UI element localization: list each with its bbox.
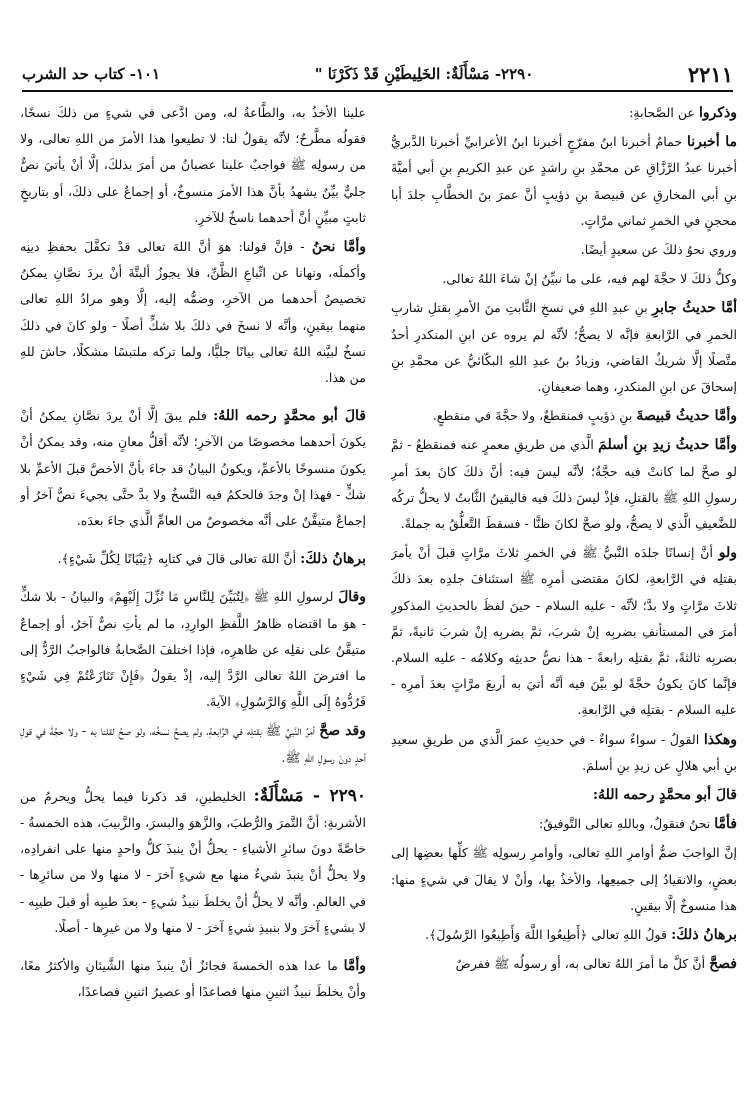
running-title: ٢٢٩٠- مَسْأَلَةٌ: الخَلِيطَيْنِ قَدْ ذَكَرْنَا ": [314, 65, 534, 83]
paragraph: وقد صحَّ أمرُ النَّبيِّ ﷺ بقتلِه في الرَّابعةِ، ولم يصحَّ نسخُه، ولو صحَّ لقلنا به - ولا حجَّةَ في قولِ أحدٍ دونَ رسولِ اللهِ ﷺ.: [20, 723, 366, 765]
paragraph: وذكروا عن الصَّحابةِ:: [629, 105, 737, 121]
paragraph: وأمَّا ما عدا هذه الخمسةَ فجائزٌ أنْ ينبذَ منها الشَّيئانِ والأكثرُ معًا، وأنْ يخلطَ نبيذُ اثنينِ منها فصاعدًا أو عصيرُ اثنينِ فصاعدًا،: [20, 958, 366, 1000]
right-column: [391, 100, 737, 1084]
paragraph: قالَ أبو محمَّدٍ رحمه اللهُ: فلم يبقَ إلَّا أنْ يردَ نصَّانِ يمكنُ أنْ يكونَ أحدهما مخصوصًا من الآخرِ؛ لأنَّه أقلُّ معانٍ منه، وقد يمكنُ أنْ يكونَ منسوخًا بالأعمِّ، ويكونُ البيانُ قد جاءَ بأنَّ الأخصَّ قبلَ الأعمِّ بلا شكٍّ - فهذا إنْ وجدَ فالحكمُ فيه النَّسخُ ولا بدَّ حتَّى يجيءَ نصٌّ آخرُ أو إجماعٌ متيقَّنٌ على أنَّه مخصوصٌ من العامِّ الَّذي جاءَ بعدَه.: [20, 408, 366, 529]
paragraph: ما أخبرنا حمامٌ أخبرنا ابنُ مفرّجٍ أخبرنا ابنُ الأعرابيِّ أخبرنا الدَّبريُّ أخبرنا عبدُ الرَّزَّاقِ عن محمَّدِ بنِ راشدٍ عن عبدِ الكريمِ بنِ أبي أميَّةَ بنِ أبي المخارقِ عن قبيصةَ بنِ ذؤيبٍ أنَّ عمرَ بنَ الخطَّابِ جلدَ أبا محجنٍ في الخمرِ ثماني مرَّاتٍ.: [391, 134, 737, 228]
paragraph: وأمَّا حديثُ زيدِ بنِ أسلمَ الَّذي من طريقِ معمرٍ عنه فمنقطعٌ - ثمَّ لو صحَّ لما كانتْ فيه حجَّةٌ؛ لأنَّه ليسَ فيه: أنَّ ذلكَ كانَ بعدَ أمرِ رسولِ اللهِ ﷺ بالقتلِ، فإذْ ليسَ ذلكَ فيه فاليقينُ الثَّابتُ لا يحلُّ تركُه للضَّعيفِ الَّذي لا يصحُّ، ولو صحَّ لكانَ ظنًّا - فسقطَ التَّعلُّقُ به جملةً.: [391, 437, 737, 532]
paragraph: إنَّ الواجبَ ضمُّ أوامرِ اللهِ تعالى، وأوامرِ رسولِه ﷺ كلِّها بعضِها إلى بعضٍ، والانقيادُ إلى جميعِها، والأخذُ بها، وأنْ لا يقالَ في شيءٍ منها: هذا منسوخٌ إلَّا بيقينٍ.: [391, 845, 737, 913]
section-heading: ٢٢٩٠ - مَسْأَلَةٌ:: [253, 785, 366, 806]
paragraph: ولو أنَّ إنسانًا جلدَه النَّبيُّ ﷺ في الخمرِ ثلاثَ مرَّاتٍ قبلَ أنْ يأمرَ بقتلِه في الرَّابعةِ، لكانَ مقتضى أمرِه ﷺ استئنافَ جلدِه بعدَ ذلكَ ثلاثَ مرَّاتٍ ولا بدَّ؛ لأنَّه - عليه السلام - حينَ لفظَ بالحديثِ المذكورِ أمرَ في المستأنفِ بضربِه إنْ شربَ، ثمَّ بضربِه إنْ شربَ ثانيةً، ثمَّ بضربِه ثالثةً، ثمَّ بقتلِه رابعةً - هذا نصُّ حديثِه وكلامُه - عليه السلام. فإنَّما كانَ يكونُ حجَّةً لو بيَّنَ فيه أنَّه أتيَ به أربعَ مرَّاتٍ بعدَ أمرِه - عليه السلام - بقتلِه في الرَّابعةِ.: [391, 545, 737, 718]
paragraph: وكلُّ ذلكَ لا حجَّةَ لهم فيه، على ما نبيِّنُ إنْ شاءَ اللهُ تعالى.: [442, 271, 737, 287]
paragraph: علينا الأخذُ به، والطَّاعةُ له، ومن ادَّعى في شيءٍ من ذلكَ نسخًا، فقولُه مطَّرحٌ؛ لأنَّه يقولُ لنا: لا تطيعوا هذا الأمرَ من اللهِ تعالى، ولا من رسولِه ﷺ فواجبٌ علينا عصيانُ من أمرَ بذلكَ، إلَّا أنْ يأتيَ نصٌّ جليٌّ بيِّنٌ يشهدُ بأنَّ هذا الأمرَ منسوخٌ، أو إجماعٌ على ذلكَ، أو بتاريخٍ ثابتٍ مبيِّنٍ أنَّ أحدهما ناسخٌ للآخرِ.: [20, 105, 366, 225]
paragraph: أمَّا حديثُ جابرِ بنِ عبدِ اللهِ في نسخِ الثَّابتِ منَ الأمرِ بقتلِ شاربِ الخمرِ في الرَّابعةِ فإنَّه لا يصحُّ؛ لأنَّه لم يروه عن ابنِ المنكدرِ أحدٌ متَّصلًا إلَّا شريكٌ القاضي، وزيادُ بنُ عبدِ اللهِ البكّائيُّ عن محمَّدِ بنِ إسحاقَ عن ابنِ المنكدرِ، وهما ضعيفانِ.: [391, 300, 737, 395]
paragraph: وهكذا القولُ - سواءٌ سواءٌ - في حديثِ عمرَ الَّذي من طريقِ سعيدِ بنِ أبي هلالٍ عن زيدِ بنِ أسلمَ.: [391, 731, 737, 773]
paragraph: وأمَّا حديثُ قبيصةَ بنِ ذؤيبٍ فمنقطعٌ، ولا حجَّةَ في منقطعٍ.: [432, 408, 737, 425]
paragraph: وقالَ لرسولِ اللهِ ﷺ ﴿لِتُبَيِّنَ لِلنَّاسِ مَا نُزِّلَ إِلَيْهِمْ﴾ والبيانُ - بلا شكٍّ - هوَ ما اقتضاه ظاهرُ اللَّفظِ الوارِدِ، ما لم يأتِ نصٌّ آخرُ، أو إجماعٌ متيقَّنٌ على نقلِه عن ظاهرِه، فإذا اختلفَ الصَّحابةُ فالواجبُ الرَّدُّ إلى ما افترضَ اللهُ تعالى الرَّدَّ إليه، إذْ يقولُ ﴿فَإِنْ تَنَازَعْتُمْ فِي شَيْءٍ فَرُدُّوهُ إِلَى اللَّهِ وَالرَّسُولِ﴾ الآيةَ.: [20, 589, 366, 710]
page-header: [22, 58, 733, 92]
paragraph: وأمَّا نحنُ - فإنَّ قولنا: هوَ أنَّ اللهَ تعالى قدْ تكفَّلَ بحفظِ دينِه وأكملَه، ونهانا عن اتِّباعِ الظَّنِّ، فلا يجوزُ ألبتَّةَ أنْ يردَ نصَّانِ يمكنُ تخصيصُ أحدهما من الآخرِ، وضمُّه إليه، إلَّا وهو مرادُ اللهِ تعالى منهما بيقينٍ، وأنَّه لا نسخَ في ذلكَ بلا شكٍّ أصلًا - ولو كانَ في ذلكَ نسخٌ لبيَّنه اللهُ تعالى بيانًا جليًّا، ولما تركه ملتبسًا مشكلًا، حاشَ للهِ من هذا.: [20, 239, 366, 386]
paragraph: فصحَّ أنَّ كلَّ ما أمرَ اللهُ تعالى به، أو رسولُه ﷺ ففرضٌ: [455, 956, 737, 973]
paragraph: وروي نحوُ ذلكَ عن سعيدٍ أيضًا.: [580, 242, 737, 258]
paragraph: برهانُ ذلكَ: قولُ اللهِ تعالى ﴿أَطِيعُوا اللَّهَ وَأَطِيعُوا الرَّسُولَ﴾.: [424, 927, 737, 944]
paragraph: برهانُ ذلكَ: أنَّ اللهَ تعالى قالَ في كتابِه ﴿تِبْيَانًا لِكُلِّ شَيْءٍ﴾.: [57, 551, 366, 568]
left-column: [20, 100, 366, 1084]
section-paragraph: ٢٢٩٠ - مَسْأَلَةٌ: الخليطينِ، قد ذكرنا فيما يحلُّ ويحرمُ من الأشربةِ: أنَّ التَّمرَ والرُّطبَ، والزَّهوَ والبسرَ، والزَّبيبَ، هذه الخمسةُ - خاصَّةً دونَ سائرِ الأشياءِ - يحلُّ أنْ ينبذَ كلُّ واحدٍ منها على انفرادِه، ولا يحلُّ أنْ ينبذَ شيءٌ منها مع شيءٍ آخرَ - لا منها ولا من سائرِها - في العالمِ. وأنَّه لا يحلُّ أنْ يخلطَ نبيذُ شيءٍ - بعدَ طيبِه أو قبلَ طيبِه - لا بشيءٍ آخرَ ولا بنبيذِ شيءٍ آخرَ - لا منها ولا من غيرِها - أصلًا.: [20, 785, 366, 935]
page-number: ٢٢١١: [687, 61, 733, 87]
book-title: ١٠١- كتاب حد الشرب: [22, 65, 161, 83]
paragraph: فأمَّا نحنُ فنقولُ، وباللهِ تعالى التَّوفيقُ:: [538, 816, 737, 833]
paragraph: قالَ أبو محمَّدٍ رحمه اللهُ:: [592, 787, 737, 804]
